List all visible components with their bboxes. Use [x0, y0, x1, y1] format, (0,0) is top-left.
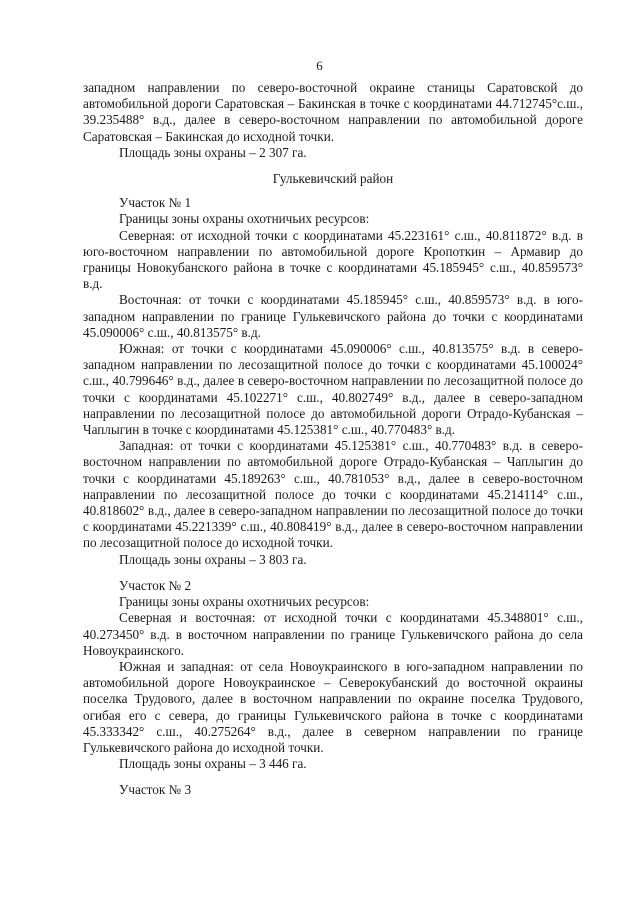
- plot-2-boundaries-heading: Границы зоны охраны охотничьих ресурсов:: [119, 594, 370, 610]
- intro-area: Площадь зоны охраны – 2 307 га.: [119, 144, 307, 160]
- district-title: Гулькевичский район: [272, 171, 394, 187]
- intro-paragraph: западном направлении по северо-восточной окраине станицы Саратовской до автомобильной дороги Саратовская – Бакинская в точке с координатами 44.712745°с.ш., 39.235488° в.д., далее в северо-восточном направлении по автомобильной дороге Саратовская – Бакинская до исходной точки.: [83, 80, 583, 144]
- plot-2-north-east-boundary: Северная и восточная: от исходной точки с координатами 45.348801° с.ш., 40.273450° в.д. в восточном направлении по границе Гулькевичского района до села Новоукраинского.: [83, 610, 583, 658]
- plot-1-north-boundary: Северная: от исходной точки с координатами 45.223161° с.ш., 40.811872° в.д. в юго-восточном направлении по автомобильной дороге Кропоткин – Армавир до границы Новокубанского района в точке с координатами 45.185945° с.ш., 40.859573° в.д.: [83, 227, 583, 292]
- plot-1-south-boundary: Южная: от точки с координатами 45.090006° с.ш., 40.813575° в.д. в северо-западном направлении по лесозащитной полосе до точки с координатами 45.100024° с.ш., 40.799646° в.д., далее в северо-восточном направлении по лесозащитной полосе до точки с координатами 45.102271° с.ш., 40.802749° в.д., далее в северо-западном направлении по лесозащитной полосе до автомобильной дороги Отрадо-Кубанская – Чаплыгин в точке с координатами 45.125381° с.ш., 40.770483° в.д.: [83, 341, 583, 438]
- document-body: [83, 80, 583, 799]
- plot-2-area: Площадь зоны охраны – 3 446 га.: [119, 756, 307, 772]
- plot-1-title: Участок № 1: [119, 195, 192, 211]
- plot-2-south-west-boundary: Южная и западная: от села Новоукраинского в юго-западном направлении по автомобильной дороге Новоукраинское – Северокубанский до восточной окраины поселка Трудового, далее в восточном направлении по окраине поселка Трудового, огибая его с севера, до границы Гулькевичского района в точке с координатами 45.333342° с.ш., 40.275264° в.д., далее в северном направлении по границе Гулькевичского района до исходной точки.: [83, 658, 583, 755]
- plot-1-area: Площадь зоны охраны – 3 803 га.: [119, 551, 307, 567]
- page-number: 6: [316, 58, 323, 73]
- plot-2-title: Участок № 2: [119, 577, 192, 593]
- plot-3-title: Участок № 3: [119, 782, 192, 798]
- plot-1-west-boundary: Западная: от точки с координатами 45.125381° с.ш., 40.770483° в.д. в северо-восточном направлении по автомобильной дороге Отрадо-Кубанская – Чаплыгин до точки с координатами 45.189263° с.ш., 40.781053° в.д., далее в северо-восточном направлении по лесозащитной полосе до точки с координатами 45.214114° с.ш., 40.818602° в.д., далее в северо-западном направлении по лесозащитной полосе до точки с координатами 45.221339° с.ш., 40.808419° в.д., далее в северо-восточном направлении по лесозащитной полосе до исходной точки.: [83, 438, 583, 551]
- plot-1-east-boundary: Восточная: от точки с координатами 45.185945° с.ш., 40.859573° в.д. в юго-западном направлении по границе Гулькевичского района до точки с координатами 45.090006° с.ш., 40.813575° в.д.: [83, 292, 583, 340]
- plot-1-boundaries-heading: Границы зоны охраны охотничьих ресурсов:: [119, 211, 370, 227]
